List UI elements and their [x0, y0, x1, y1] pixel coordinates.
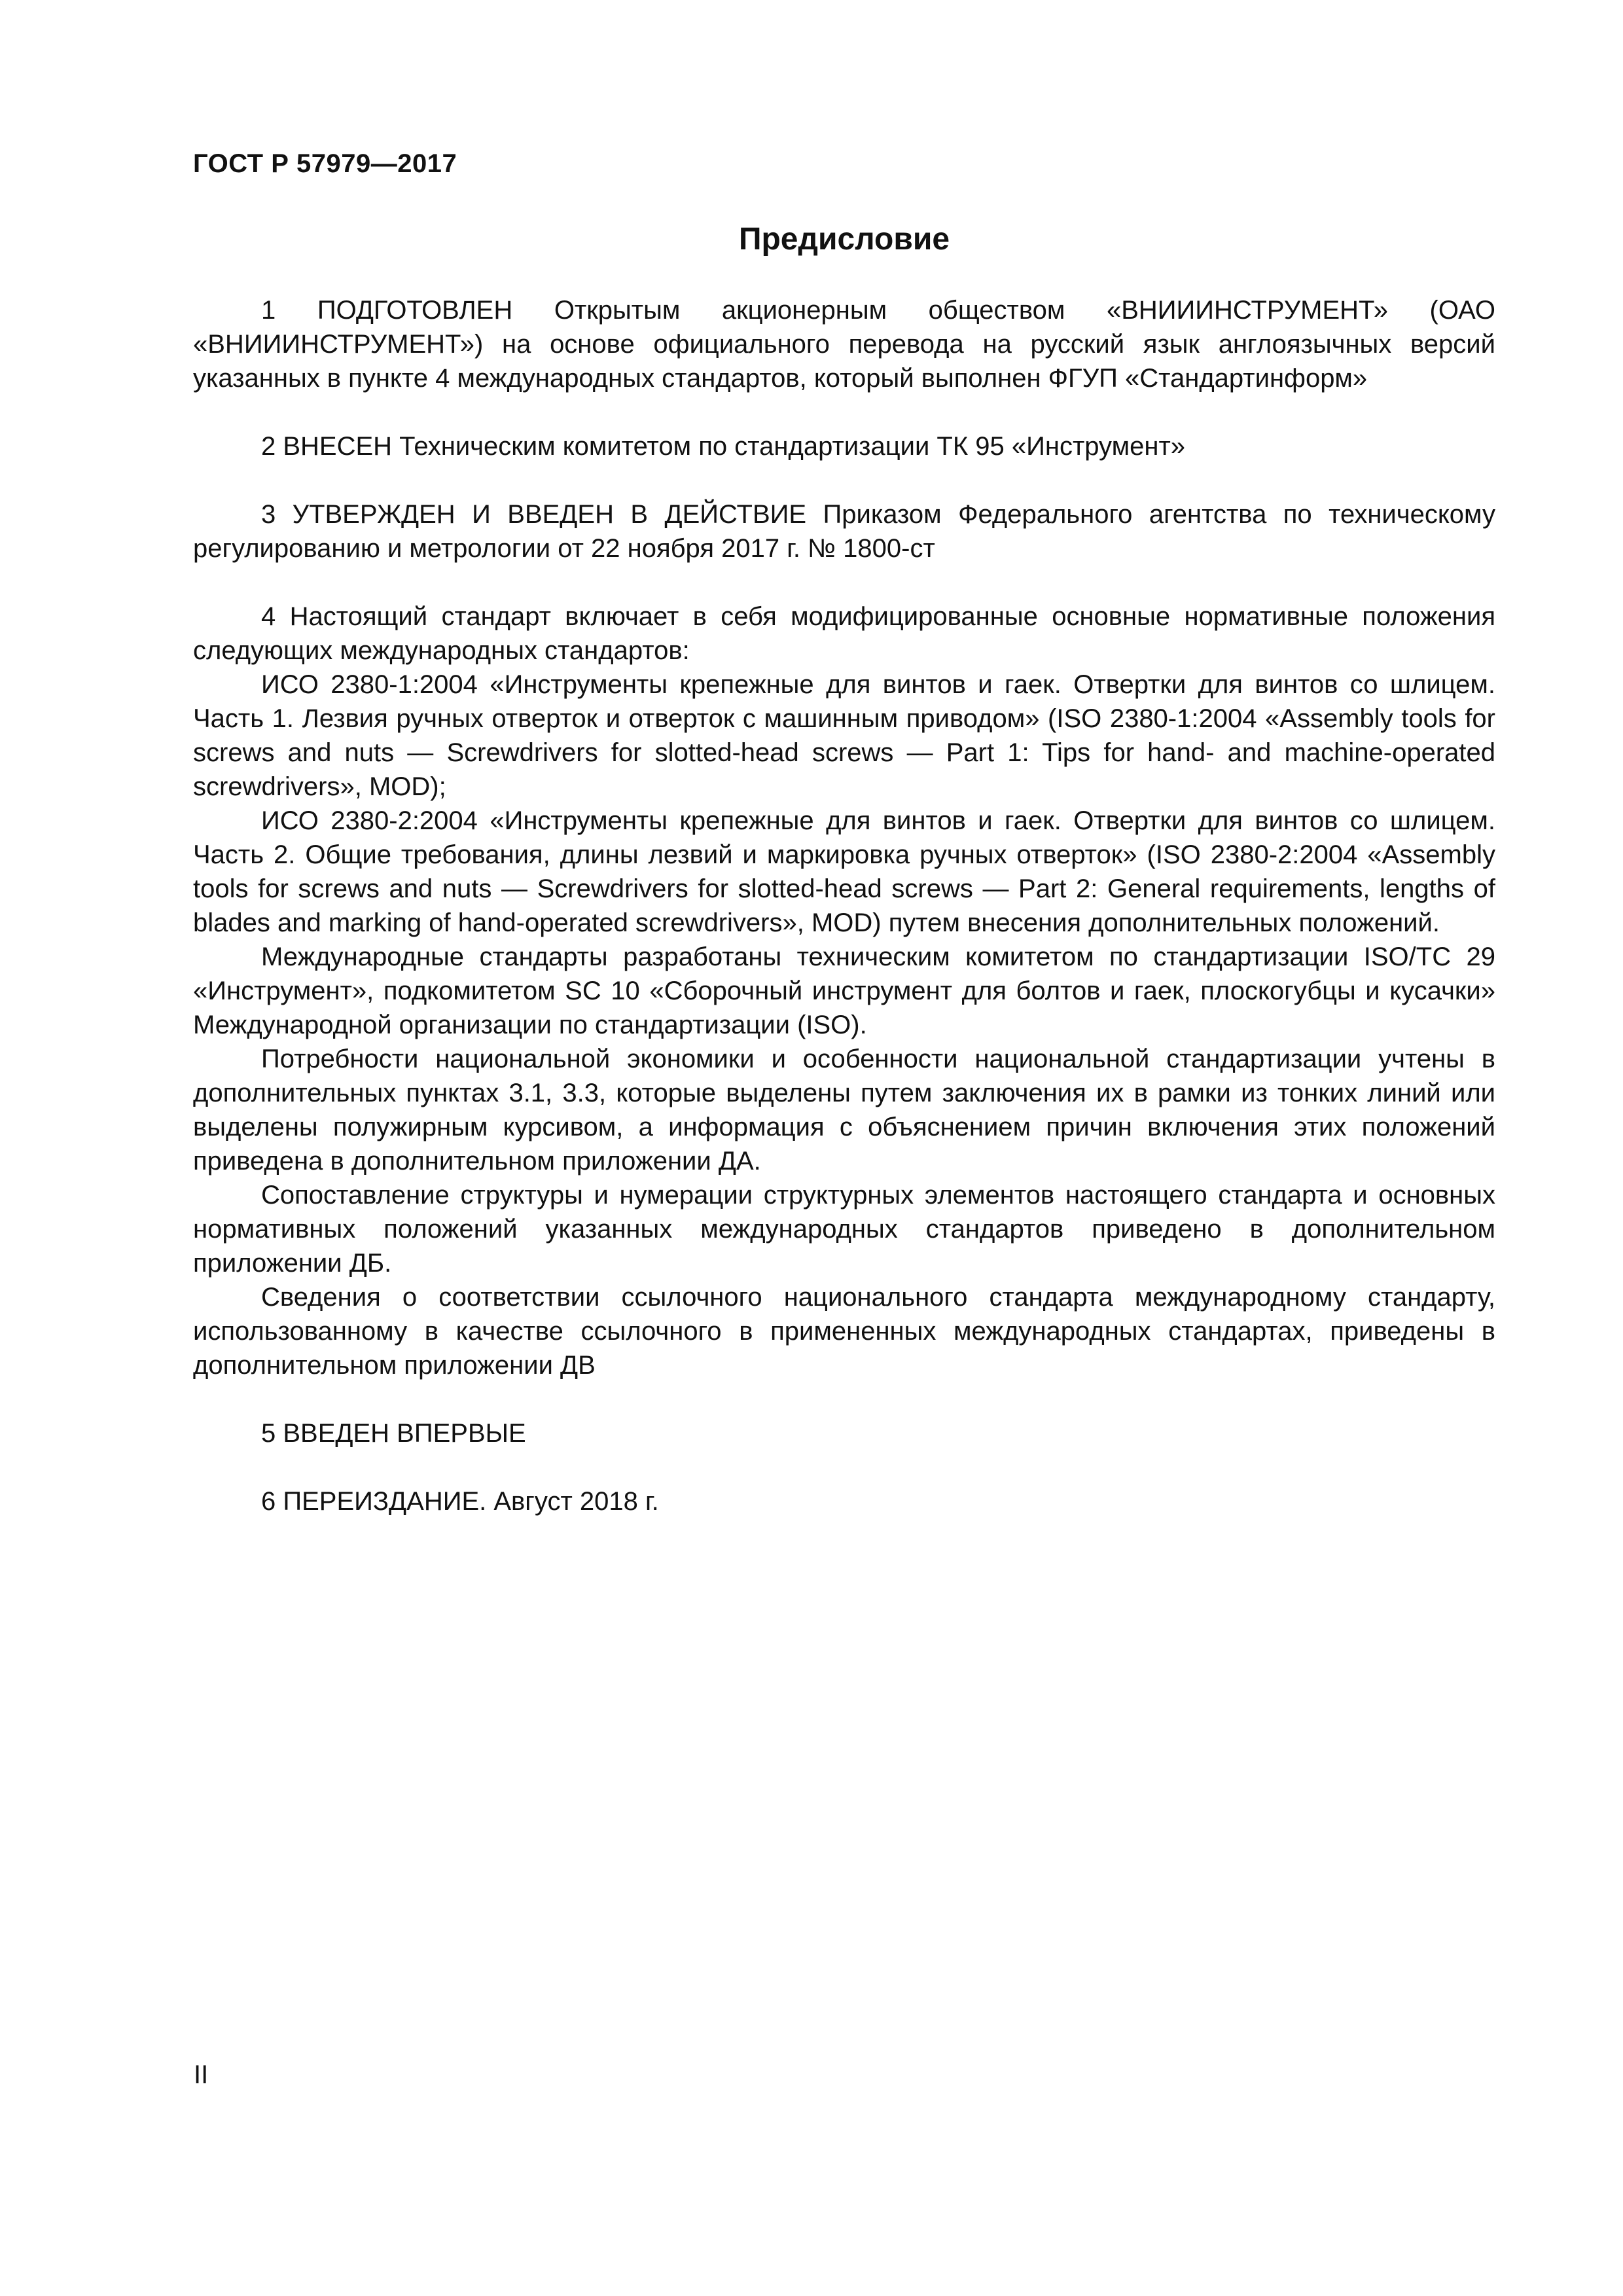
paragraph-2-introduced: 2 ВНЕСЕН Техническим комитетом по стандартизации ТК 95 «Инструмент» [261, 432, 1186, 461]
paragraph-iso-committee: Международные стандарты разработаны техническим комитетом по стандартизации ISO/TC 29 «Инструмент», подкомитетом SC 10 «Сборочный инструмент для болтов и гаек, плоскогубцы и кусачки» Международной организации по стандартизации (ISO). [193, 942, 1495, 1039]
paragraph-6-reissue: 6 ПЕРЕИЗДАНИЕ. Август 2018 г. [261, 1487, 659, 1516]
paragraph-reference-standard: Сведения о соответствии ссылочного национального стандарта международному стандарту, использованному в качестве ссылочного в примененных международных стандартах, приведены в дополнительном приложении ДВ [193, 1283, 1495, 1380]
page-number: II [194, 2060, 209, 2089]
foreword-body [193, 293, 1495, 1518]
page-title: Предисловие [738, 222, 950, 257]
paragraph-4-includes: 4 Настоящий стандарт включает в себя модифицированные основные нормативные положения следующих международных стандартов: [193, 602, 1495, 665]
paragraph-iso-2380-2: ИСО 2380-2:2004 «Инструменты крепежные для винтов и гаек. Отвертки для винтов со шлицем. Часть 2. Общие требования, длины лезвий и маркировка ручных отверток» (ISO 2380-2:2004 «Assembly tools for screws and nuts — Screwdrivers for slotted-head screws — Part 2: General requirements, lengths of blades and marking of hand-operated screwdrivers», MOD) путем внесения дополнительных положений. [193, 806, 1495, 937]
paragraph-1-prepared: 1 ПОДГОТОВЛЕН Открытым акционерным обществом «ВНИИИНСТРУМЕНТ» (ОАО «ВНИИИНСТРУМЕНТ») на основе официального перевода на русский язык англоязычных версий указанных в пункте 4 международных стандартов, который выполнен ФГУП «Стандартинформ» [193, 296, 1495, 393]
paragraph-5-first-introduced: 5 ВВЕДЕН ВПЕРВЫЕ [261, 1419, 526, 1448]
document-code: ГОСТ Р 57979—2017 [193, 149, 457, 178]
paragraph-national-needs: Потребности национальной экономики и особенности национальной стандартизации учтены в дополнительных пунктах 3.1, 3.3, которые выделены путем заключения их в рамки из тонких линий или выделены полужирным курсивом, а информация с объяснением причин включения этих положений приведена в дополнительном приложении ДА. [193, 1045, 1495, 1175]
paragraph-3-approved: 3 УТВЕРЖДЕН И ВВЕДЕН В ДЕЙСТВИЕ Приказом Федерального агентства по техническому регулированию и метрологии от 22 ноября 2017 г. № 1800-ст [193, 500, 1495, 563]
paragraph-structure-comparison: Сопоставление структуры и нумерации структурных элементов настоящего стандарта и основных нормативных положений указанных международных стандартов приведено в дополнительном приложении ДБ. [193, 1181, 1495, 1278]
paragraph-iso-2380-1: ИСО 2380-1:2004 «Инструменты крепежные для винтов и гаек. Отвертки для винтов со шлицем. Часть 1. Лезвия ручных отверток и отверток с машинным приводом» (ISO 2380-1:2004 «Assembly tools for screws and nuts — Screwdrivers for slotted-head screws — Part 1: Tips for hand- and machine-operated screwdrivers», MOD); [193, 670, 1495, 801]
